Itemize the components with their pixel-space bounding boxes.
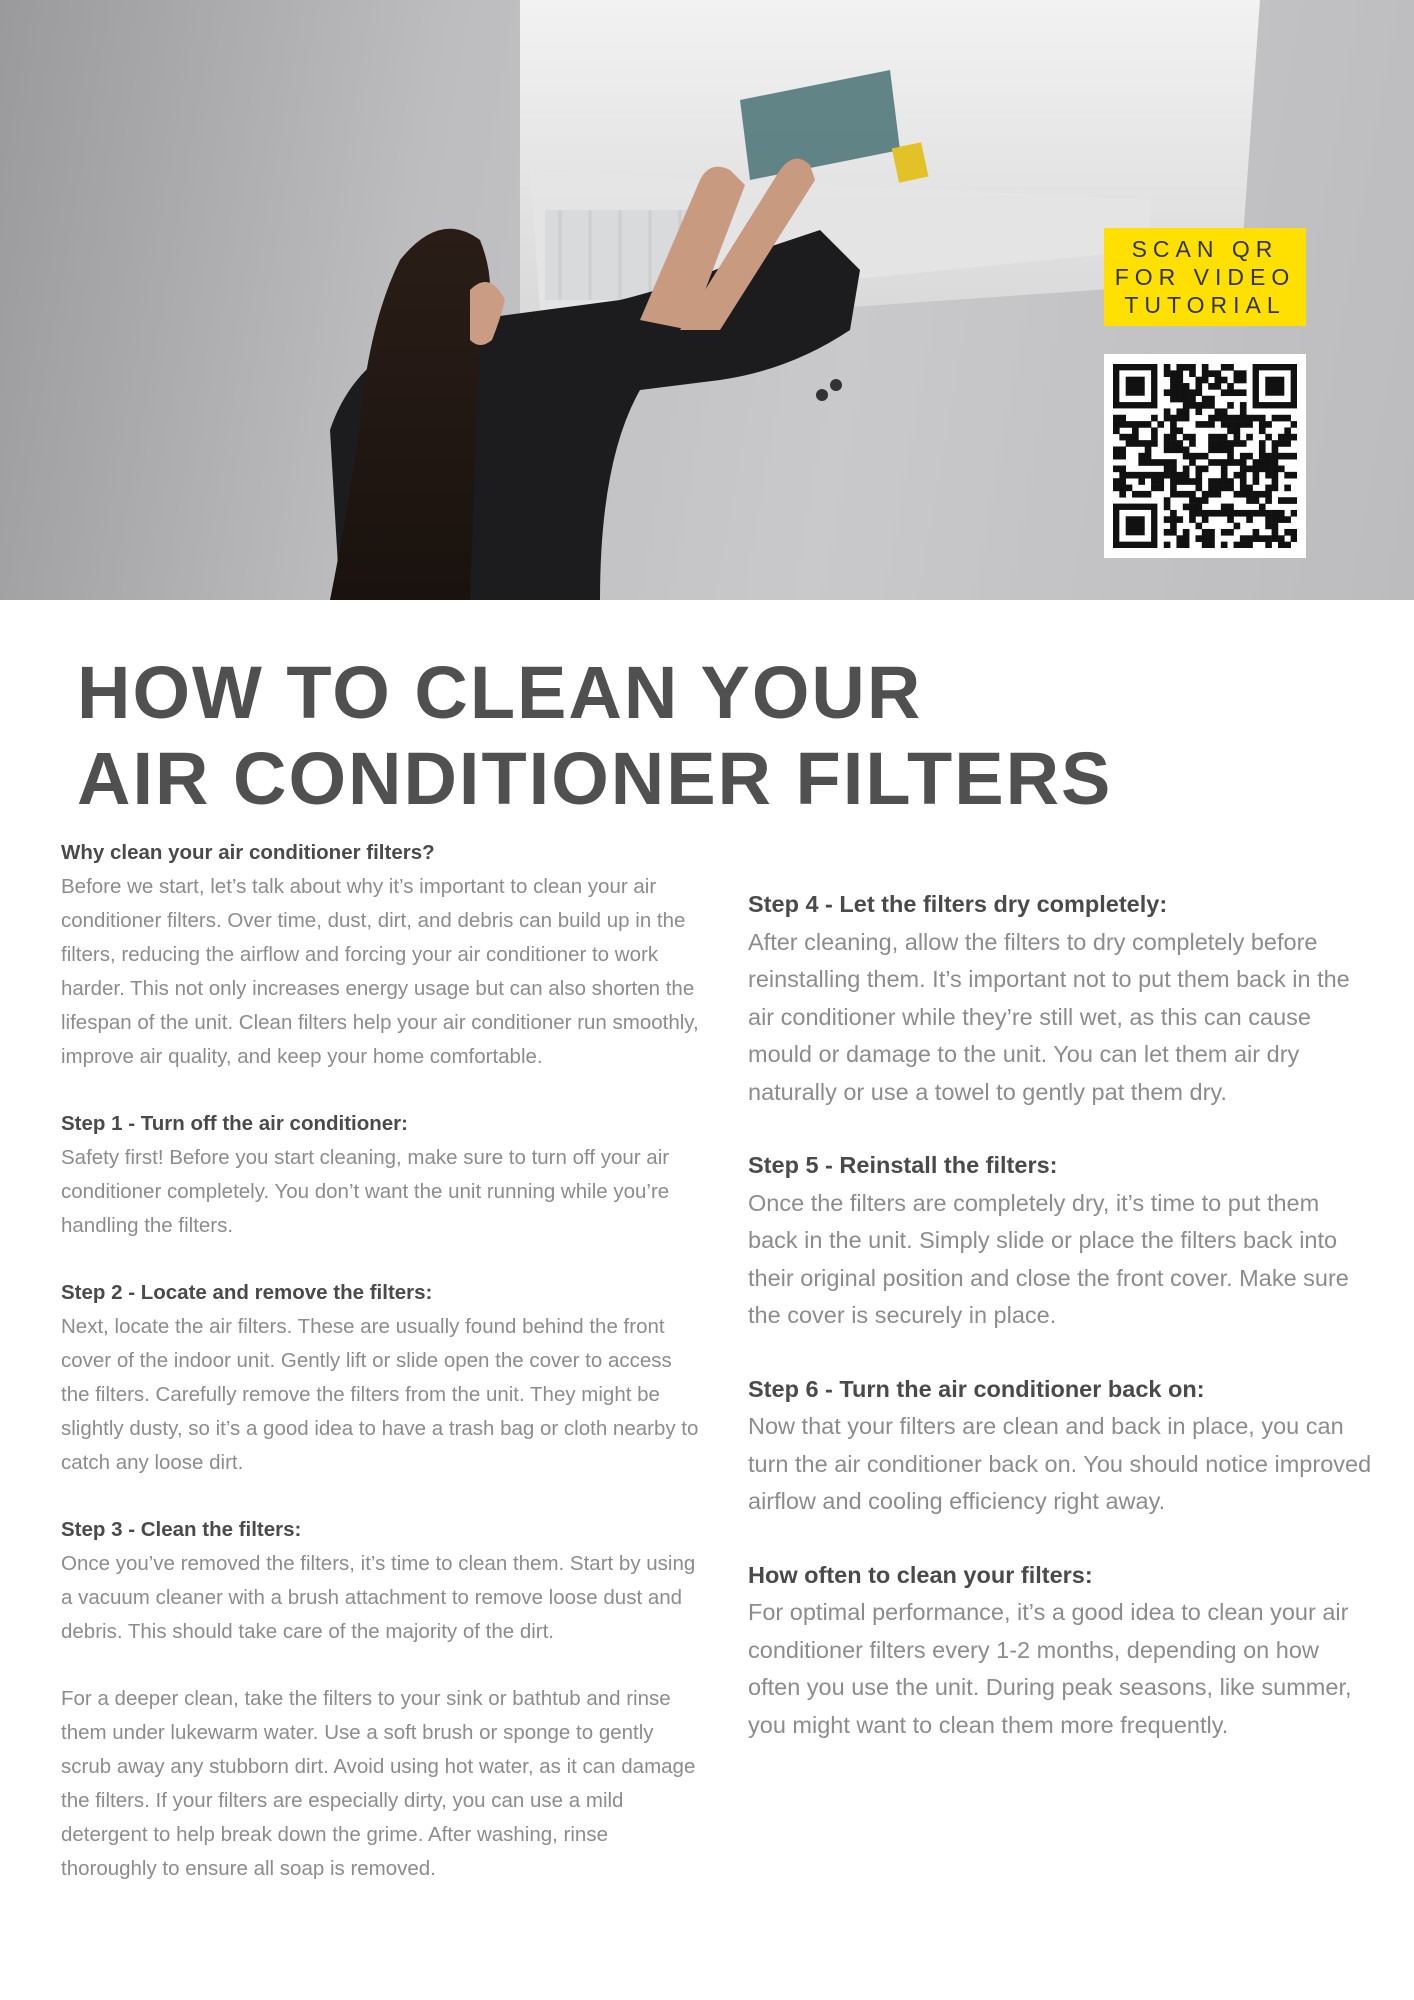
section-step-3 (61, 1513, 701, 1649)
title-line-1: HOW TO CLEAN YOUR (77, 651, 923, 734)
section-step-6 (748, 1371, 1373, 1521)
section-body: Before we start, let’s talk about why it’s important to clean your air conditioner filters. Over time, dust, dirt, and debris can build up in the filters, reducing the airflow and forcing your air conditioner to work harder. This not only increases energy usage but can also shorten the lifespan of the unit. Clean filters help your air conditioner run smoothly, improve air quality, and keep your home comfortable. (61, 875, 699, 1068)
hero-image (0, 0, 1414, 600)
section-heading: Step 6 - Turn the air conditioner back on: (748, 1375, 1205, 1402)
section-body: Safety first! Before you start cleaning, make sure to turn off your air conditioner completely. You don’t want the unit running while you’re handling the filters. (61, 1146, 670, 1237)
scan-qr-label (1104, 228, 1306, 326)
section-body: For optimal performance, it’s a good idea to clean your air conditioner filters every 1-2 months, depending on how often you use the unit. During peak seasons, like summer, you might want to clean them more frequently. (748, 1599, 1352, 1738)
qr-label-line-3: TUTORIAL (1124, 292, 1286, 318)
section-heading: How often to clean your filters: (748, 1561, 1093, 1588)
section-heading: Step 1 - Turn off the air conditioner: (61, 1112, 408, 1135)
section-heading: Step 3 - Clean the filters: (61, 1518, 302, 1541)
section-step-4 (748, 886, 1373, 1111)
section-step-2 (61, 1276, 701, 1480)
section-heading: Step 4 - Let the filters dry completely: (748, 891, 1168, 917)
section-body: Now that your filters are clean and back in place, you can turn the air conditioner back on. You should notice improved airflow and cooling efficiency right away. (748, 1413, 1372, 1514)
section-step-3-deeper-clean (61, 1682, 701, 1886)
section-heading: Step 5 - Reinstall the filters: (748, 1152, 1058, 1178)
section-why (61, 836, 701, 1074)
page-title (77, 650, 1112, 822)
right-column (748, 886, 1373, 1744)
section-heading: Step 2 - Locate and remove the filters: (61, 1281, 433, 1304)
section-body: Next, locate the air filters. These are usually found behind the front cover of the indoor unit. Gently lift or slide open the cover to access the filters. Carefully remove the filters from the unit. They might be slightly dusty, so it’s a good idea to have a trash bag or cloth nearby to catch any loose dirt. (61, 1315, 699, 1474)
section-step-5 (748, 1147, 1373, 1335)
section-body: After cleaning, allow the filters to dry completely before reinstalling them. It’s important not to put them back in the air conditioner while they’re still wet, as this can cause mould or damage to the unit. You can let them air dry naturally or use a towel to gently pat them dry. (748, 928, 1350, 1105)
qr-code-pattern (1113, 364, 1297, 548)
left-column (61, 836, 701, 1886)
section-body: Once you’ve removed the filters, it’s time to clean them. Start by using a vacuum cleaner with a brush attachment to remove loose dust and debris. This should take care of the majority of the dirt. (61, 1552, 696, 1643)
qr-code[interactable] (1104, 354, 1306, 558)
section-step-1 (61, 1107, 701, 1243)
qr-label-line-2: FOR VIDEO (1114, 264, 1296, 290)
section-body: For a deeper clean, take the filters to your sink or bathtub and rinse them under lukewarm water. Use a soft brush or sponge to gently scrub away any stubborn dirt. Avoid using hot water, as it can damage the filters. If your filters are especially dirty, you can use a mild detergent to help break down the grime. After washing, rinse thoroughly to ensure all soap is removed. (61, 1687, 696, 1880)
qr-label-line-1: SCAN QR (1131, 236, 1279, 262)
section-heading: Why clean your air conditioner filters? (61, 841, 435, 864)
title-line-2: AIR CONDITIONER FILTERS (77, 737, 1113, 820)
section-body: Once the filters are completely dry, it’s time to put them back in the unit. Simply slide or place the filters back into their original position and close the front cover. Make sure the cover is securely in place. (748, 1189, 1349, 1328)
section-how-often (748, 1557, 1373, 1745)
